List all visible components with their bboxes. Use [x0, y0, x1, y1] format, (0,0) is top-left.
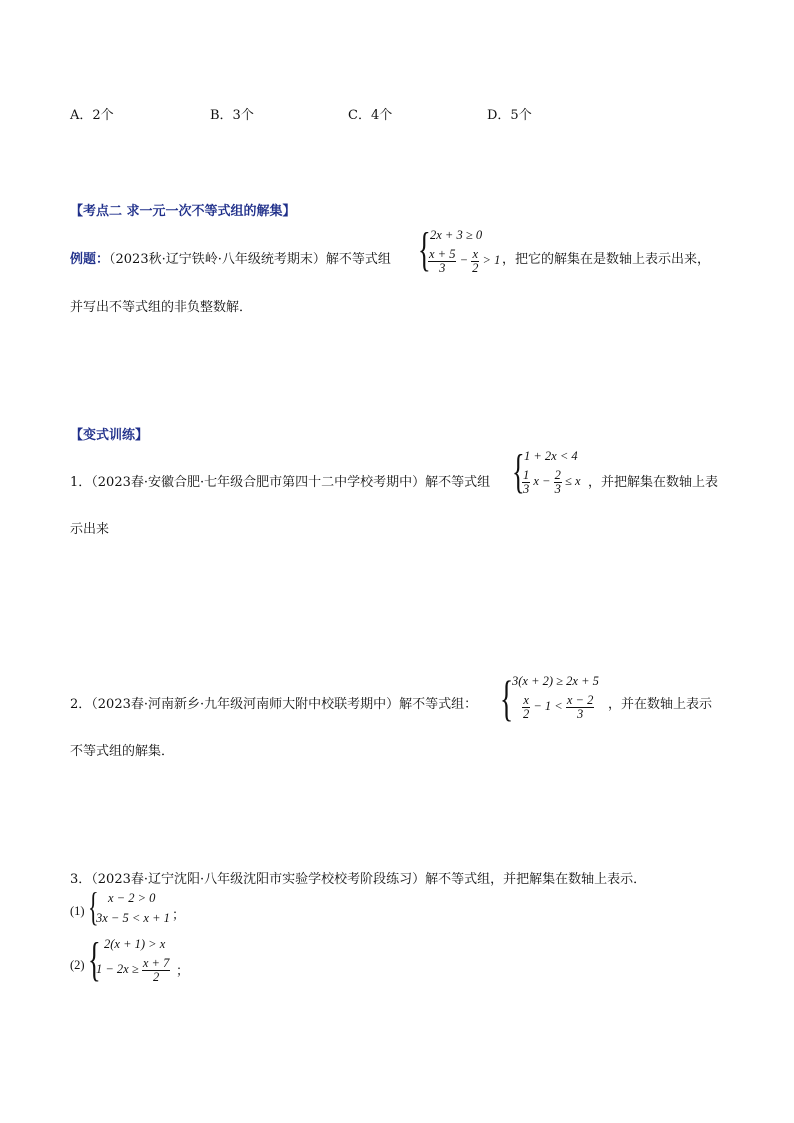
brace-icon: {	[88, 933, 101, 986]
q2-line2: 不等式组的解集．	[70, 744, 175, 759]
q1-prefix: 1．（2023春·安徽合肥·七年级合肥市第四十二中学校考期中）解不等式组	[70, 475, 491, 490]
q3-p2-ineq1: 2(x + 1) > x	[104, 937, 166, 951]
q1-tail: ，并把解集在数轴上表	[588, 475, 719, 490]
option-a: A．2个	[70, 108, 114, 123]
brace-icon: {	[418, 223, 431, 276]
section-title: 【考点二 求一元一次不等式组的解集】	[70, 204, 296, 219]
option-d: D．5个	[487, 108, 532, 123]
q2-ineq2: $\frac{x}{2}$ − 1 < $\frac{x - 2}{3}$	[523, 693, 594, 721]
example-label: 例题：	[70, 252, 110, 267]
q2-ineq1: 3(x + 2) ≥ 2x + 5	[512, 674, 599, 688]
q3-p1-ineq2: 3x − 5 < x + 1	[96, 911, 170, 925]
q3-prefix: 3．（2023春·辽宁沈阳·八年级沈阳市实验学校校考阶段练习）解不等式组，并把解集在数轴上表示．	[70, 872, 647, 887]
q3-p2-label: (2)	[70, 958, 85, 972]
q2-prefix: 2．（2023春·河南新乡·九年级河南师大附中校联考期中）解不等式组：	[70, 697, 478, 712]
brace-icon: {	[512, 445, 525, 498]
q3-p2-end: ；	[176, 964, 190, 979]
example-ineq2: $\frac{x + 5}{3}$ − $\frac{x}{2}$ > 1	[429, 247, 501, 275]
example-source: （2023秋·辽宁铁岭·八年级统考期末）解不等式组	[109, 252, 391, 267]
q2-system	[500, 672, 620, 732]
q3-p1-ineq1: x − 2 > 0	[108, 891, 156, 905]
option-b: B．3个	[210, 108, 254, 123]
example-line1	[70, 248, 391, 267]
example-system	[418, 223, 502, 282]
q1-system	[512, 447, 592, 505]
q3-p1-label: (1)	[70, 904, 85, 918]
brace-icon: {	[88, 884, 99, 929]
q3-p2-ineq2: 1 − 2x ≥ $\frac{x + 7}{2}$	[96, 956, 170, 984]
example-ineq1: 2x + 3 ≥ 0	[430, 228, 483, 242]
example-tail: ，把它的解集在是数轴上表示出来，	[502, 252, 711, 267]
q3-p1-end: ；	[172, 908, 186, 923]
q1-line2: 示出来	[70, 522, 110, 537]
q3-p2-system	[88, 935, 188, 993]
q1-ineq1: 1 + 2x < 4	[524, 449, 578, 463]
example-line2: 并写出不等式组的非负整数解．	[70, 300, 253, 315]
q1-ineq2: $\frac{1}{3}$ x − $\frac{2}{3}$ ≤ x	[523, 468, 581, 496]
q2-tail: ，并在数轴上表示	[608, 697, 713, 712]
variant-title: 【变式训练】	[70, 428, 149, 443]
option-c: C．4个	[348, 108, 393, 123]
brace-icon: {	[500, 670, 514, 726]
